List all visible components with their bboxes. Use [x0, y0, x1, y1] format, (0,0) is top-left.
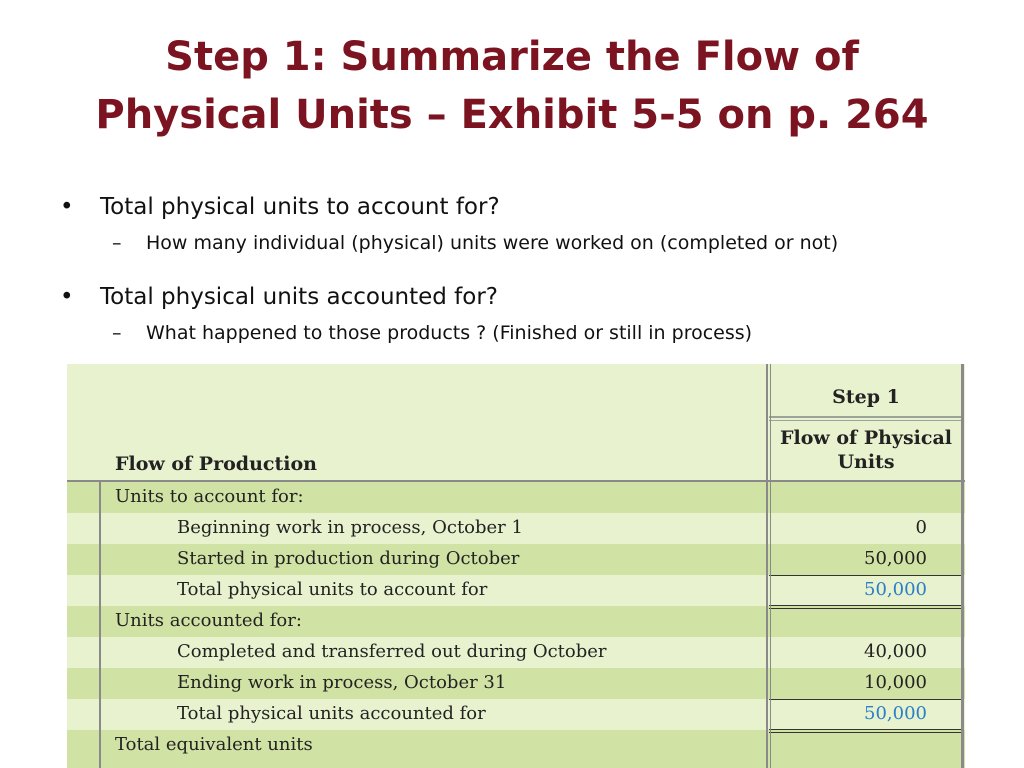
- bullet-text: Total physical units to account for?: [100, 194, 500, 220]
- bullet-item: [60, 190, 1010, 230]
- exhibit-table: [67, 364, 965, 768]
- slide-title: [0, 28, 1024, 144]
- row-label: Started in production during October: [177, 548, 520, 569]
- row-label: Completed and transferred out during October: [177, 641, 607, 662]
- sub-bullet-marker: –: [112, 232, 122, 254]
- header-divider: [769, 420, 963, 421]
- total-double-rule: [769, 729, 961, 733]
- subtotal-rule: [769, 575, 961, 576]
- step-column-header: [769, 364, 963, 482]
- table-row: [67, 730, 965, 768]
- bullet-marker: •: [60, 284, 74, 310]
- table-row: [67, 637, 965, 668]
- column-rule: [99, 482, 101, 768]
- row-label: Ending work in process, October 31: [177, 672, 507, 693]
- bullet-item: [60, 280, 1010, 320]
- subtotal-rule: [769, 699, 961, 700]
- row-value: 10,000: [864, 672, 927, 693]
- row-value: 50,000: [864, 548, 927, 569]
- column-rule: [961, 364, 964, 768]
- sub-bullet-item: [60, 230, 1010, 280]
- table-row: [67, 668, 965, 699]
- table-row: [67, 544, 965, 575]
- table-row: [67, 606, 965, 637]
- sub-bullet-text: What happened to those products ? (Finished or still in process): [146, 322, 753, 344]
- table-row: [67, 699, 965, 730]
- bullet-list: [60, 190, 1010, 370]
- row-label: Beginning work in process, October 1: [177, 517, 523, 538]
- bullet-marker: •: [60, 194, 74, 220]
- row-value-total: 50,000: [864, 703, 927, 724]
- column-rule: [770, 364, 771, 768]
- row-value: 40,000: [864, 641, 927, 662]
- table-row: [67, 482, 965, 513]
- row-label: Total physical units to account for: [177, 579, 488, 600]
- sub-bullet-marker: –: [112, 322, 122, 344]
- slide-title-line-2: Physical Units – Exhibit 5-5 on p. 264: [95, 92, 929, 138]
- column-rule: [766, 364, 768, 768]
- row-label: Total physical units accounted for: [177, 703, 486, 724]
- flow-of-production-heading: Flow of Production: [115, 453, 317, 475]
- bullet-text: Total physical units accounted for?: [100, 284, 499, 310]
- total-double-rule: [769, 605, 961, 609]
- row-label: Units accounted for:: [115, 610, 302, 631]
- header-divider: [769, 416, 963, 418]
- slide-title-line-1: Step 1: Summarize the Flow of: [165, 34, 859, 80]
- step-label: Step 1: [832, 386, 900, 408]
- sub-bullet-text: How many individual (physical) units were worked on (completed or not): [146, 232, 839, 254]
- exhibit-header: [67, 364, 965, 482]
- row-label: Total equivalent units: [115, 734, 313, 755]
- table-row: [67, 513, 965, 544]
- row-label: Units to account for:: [115, 486, 304, 507]
- row-value-total: 50,000: [864, 579, 927, 600]
- row-value: 0: [915, 517, 927, 538]
- table-row: [67, 575, 965, 606]
- column-header-label: Flow of Physical Units: [780, 427, 952, 473]
- sub-bullet-item: [60, 320, 1010, 370]
